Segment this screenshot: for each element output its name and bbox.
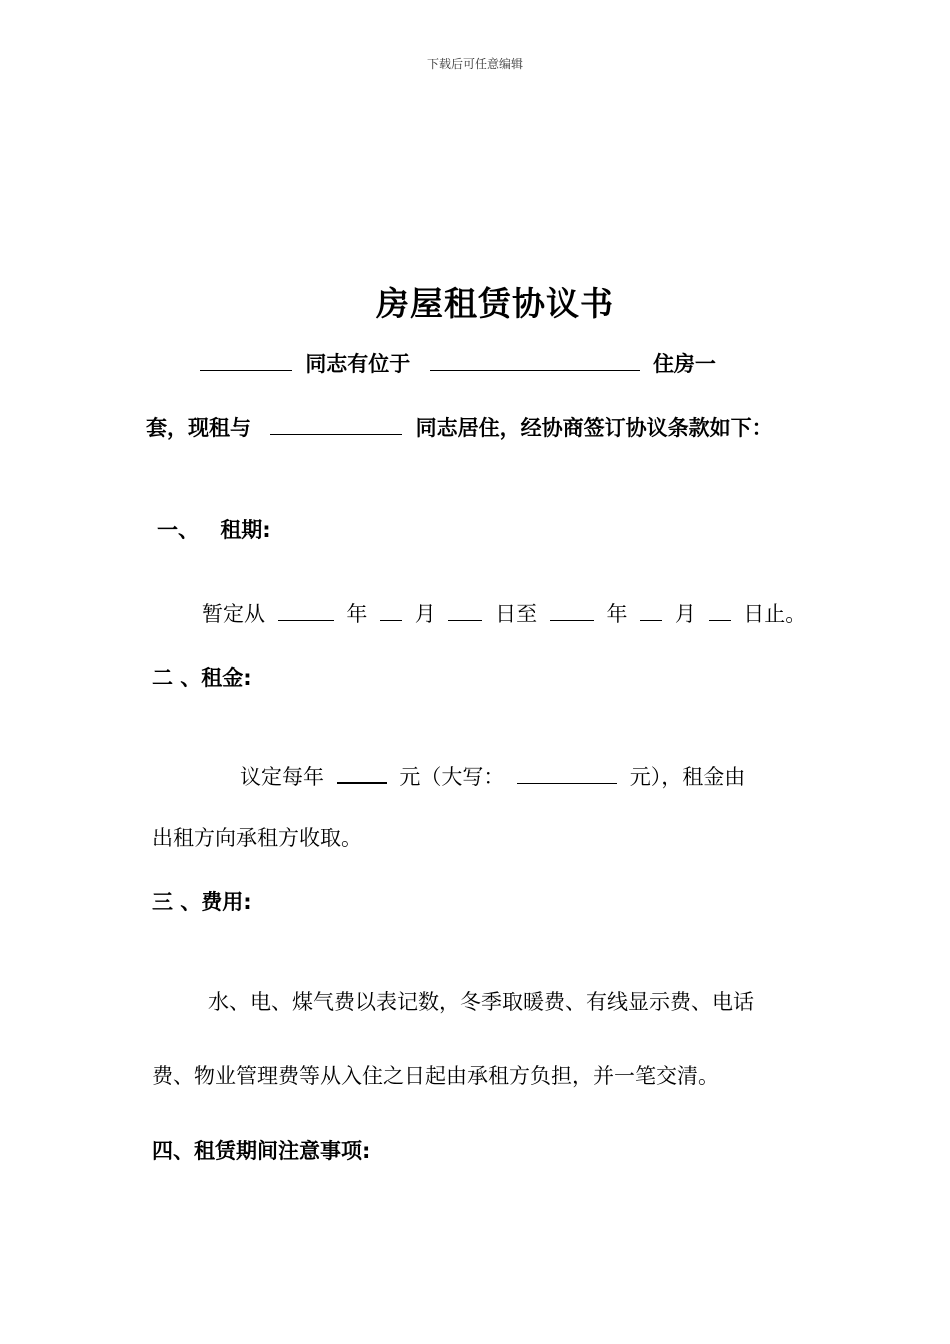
end-year-label: 年	[606, 602, 628, 626]
rent-capital-label: 元（大写：	[399, 765, 505, 789]
intro-line-1	[200, 348, 716, 378]
end-day-blank	[709, 600, 731, 621]
end-day-label: 日止。	[743, 602, 807, 626]
intro-text-4: 同志居住，经协商签订协议条款如下：	[415, 416, 773, 440]
section-1-number: 一、	[157, 518, 199, 542]
end-month-label: 月	[674, 602, 696, 626]
section-1-heading	[157, 514, 271, 544]
lease-term-from: 暂定从	[202, 602, 265, 626]
lease-term-line	[202, 598, 806, 628]
start-month-blank	[380, 600, 402, 621]
start-month-label: 月	[414, 602, 436, 626]
intro-text-2: 住房一	[652, 352, 716, 376]
tenant-name-blank	[200, 350, 292, 371]
section-1-label: 租期:	[220, 518, 271, 542]
rent-annual-label: 议定每年	[240, 765, 324, 789]
start-day-to-label: 日至	[495, 602, 538, 626]
lessee-name-blank	[270, 414, 402, 435]
rent-amount-blank	[337, 762, 387, 784]
rent-capital-blank	[517, 763, 617, 784]
start-year-blank	[278, 600, 334, 621]
fees-line-1: 水、电、煤气费以表记数，冬季取暖费、有线显示费、电话	[208, 990, 754, 1014]
fees-line-2: 费、物业管理费等从入住之日起由承租方负担，并一笔交清。	[152, 1064, 719, 1088]
document-title: 房屋租赁协议书	[376, 284, 614, 323]
rent-line-2: 出租方向承租方收取。	[152, 826, 362, 850]
start-day-blank	[448, 600, 482, 621]
intro-text-3: 套，现租与	[146, 416, 251, 440]
section-4-heading: 四、租赁期间注意事项:	[152, 1139, 371, 1163]
start-year-label: 年	[346, 602, 368, 626]
rent-collected-by-label: 元），租金由	[629, 765, 746, 789]
intro-text-1: 同志有位于	[305, 352, 411, 376]
section-3-heading: 三 、费用:	[152, 890, 252, 914]
section-2-heading: 二 、租金:	[152, 666, 252, 690]
intro-line-2	[146, 412, 773, 442]
rent-line	[240, 761, 745, 791]
end-month-blank	[640, 600, 662, 621]
page-header-note: 下载后可任意编辑	[426, 57, 523, 71]
address-blank	[430, 350, 640, 371]
end-year-blank	[550, 600, 594, 621]
